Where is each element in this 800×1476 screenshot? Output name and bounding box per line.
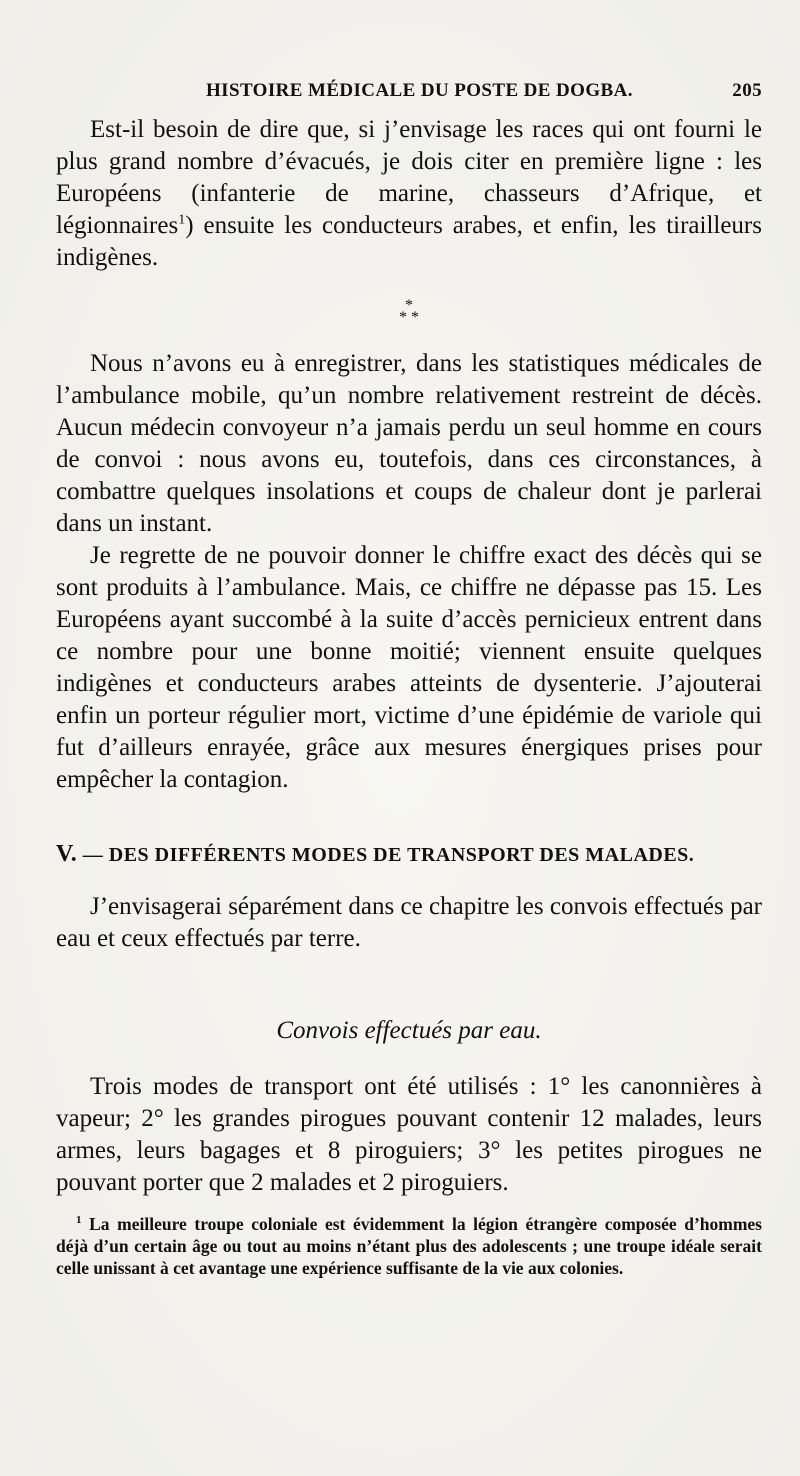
footnote-paragraph (56, 1213, 762, 1279)
paragraph-races (56, 114, 762, 274)
paragraph-convois-intro: J’envisagerai séparément dans ce chapitre les convois effectués par eau et ceux effectués par terre. (56, 893, 762, 952)
running-head (56, 70, 762, 100)
section-number: V. (56, 841, 78, 867)
section-dash: — (82, 844, 104, 866)
section-heading (56, 838, 762, 871)
paragraph-races-text-a: Est-il besoin de dire que, si j’envisage les races qui ont fourni le plus grand nombre d’évacués, je dois citer en première ligne : les Européens (infanterie de marine, chasseurs d’Afrique, et légionnaires (56, 116, 762, 239)
body-text (56, 114, 762, 1199)
paragraph-deces-statistiques: Nous n’avons eu à enregistrer, dans les statistiques médicales de l’ambulance mobile, qu’un nombre relativement restreint de décès. Aucun médecin convoyeur n’a jamais perdu un seul homme en cours de convoi : nous avons eu, toutefois, dans ces circonstances, à combattre quelques insolations et coups de chaleur dont je parlerai dans un instant. (56, 350, 762, 537)
page-number: 205 (732, 80, 762, 101)
paragraph-races-text-b: ) ensuite les conducteurs arabes, et enfin, les tirailleurs indigènes. (56, 212, 762, 271)
asterism-top: * (405, 297, 413, 314)
subheading-convois-eau: Convois effectués par eau. (276, 1017, 542, 1044)
footnote-marker: 1 (76, 1214, 82, 1227)
asterism-divider (56, 297, 762, 326)
paragraph-modes-transport: Trois modes de transport ont été utilisés : 1° les canonnières à vapeur; 2° les grandes pirogues pouvant contenir 12 malades, leurs armes, leurs bagages et 8 piroguiers; 3° les petites pirogues ne pouvant porter que 2 malades et 2 piroguiers. (56, 1073, 762, 1196)
asterism-bottom: * * (399, 309, 419, 326)
section-title: DES DIFFÉRENTS MODES DE TRANSPORT DES MALADES. (108, 844, 695, 866)
footnote (56, 1213, 762, 1279)
footnote-reference: 1 (178, 212, 186, 228)
running-head-title: HISTOIRE MÉDICALE DU POSTE DE DOGBA. (206, 80, 633, 101)
paragraph-chiffre-deces: Je regrette de ne pouvoir donner le chiffre exact des décès qui se sont produits à l’ambulance. Mais, ce chiffre ne dépasse pas 15. Les Européens ayant succombé à la suite d’accès pernicieux entrent dans ce nombre pour une bonne moitié; viennent ensuite quelques indigènes et conducteurs arabes atteints de dysenterie. J’ajouterai enfin un porteur régulier mort, victime d’une épidémie de variole qui fut d’ailleurs enrayée, grâce aux mesures énergiques prises pour empêcher la contagion. (56, 542, 762, 793)
footnote-text: La meilleure troupe coloniale est évidemment la légion étrangère composée d’hommes déjà d’un certain âge ou tout au moins n’étant plus des adolescents ; une troupe idéale serait celle unissant à cet avantage une expérience suffisante de la vie aux colonies. (56, 1214, 762, 1278)
